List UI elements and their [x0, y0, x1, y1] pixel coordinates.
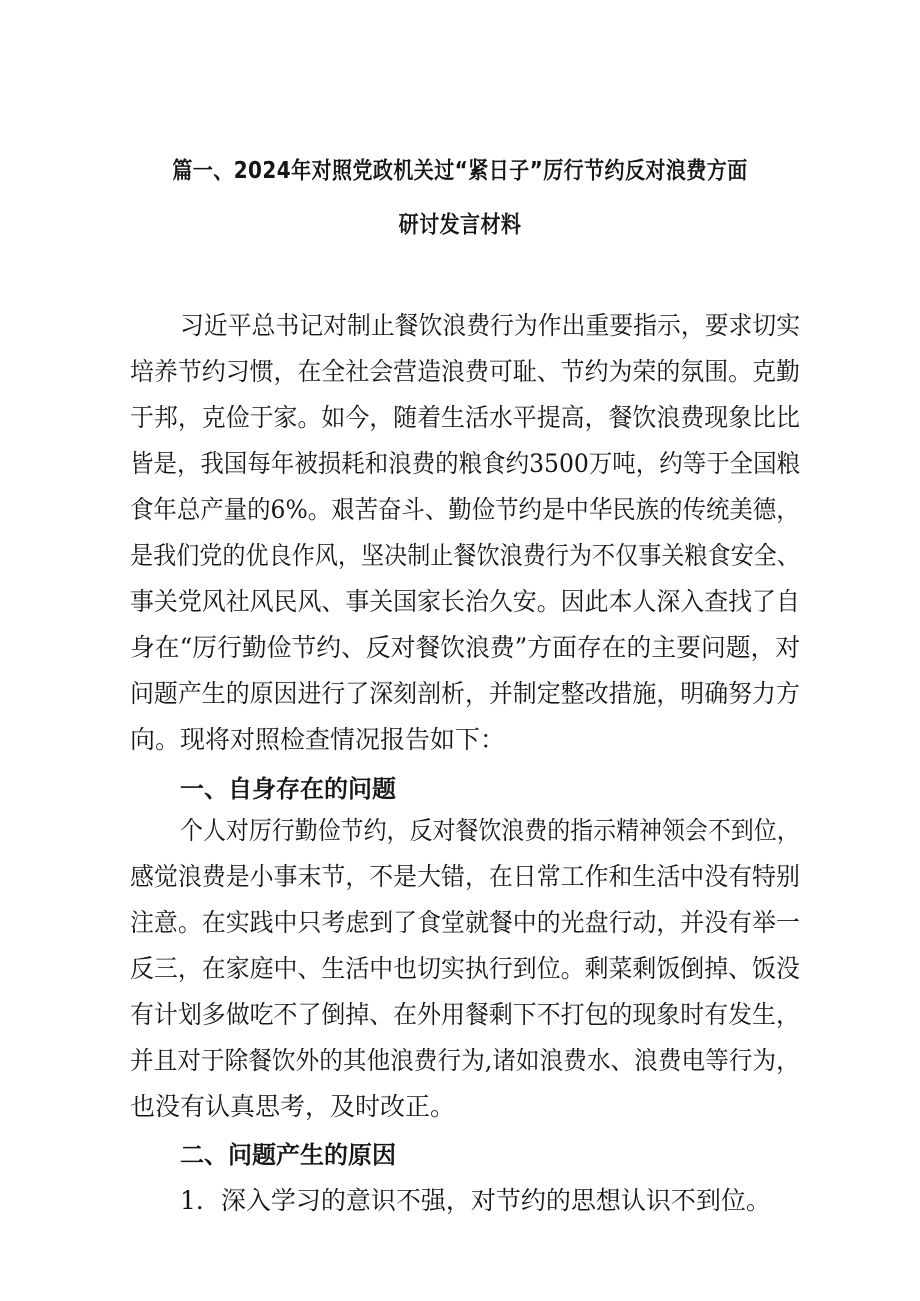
- document-title-line-1: 篇一、2024年对照党政机关过“紧日子”厉行节约反对浪费方面: [172, 158, 748, 184]
- section1-line: 注意。在实践中只考虑到了食堂就餐中的光盘行动，并没有举一: [130, 908, 800, 937]
- section1-line: 并且对于除餐饮外的其他浪费行为,诸如浪费水、浪费电等行为，: [130, 1046, 800, 1075]
- numbered-item-1: 1．深入学习的意识不强，对节约的思想认识不到位。: [180, 1186, 771, 1215]
- intro-line: 皆是，我国每年被损耗和浪费的粮食约3500万吨，约等于全国粮: [130, 449, 801, 478]
- section1-line: 有计划多做吃不了倒掉、在外用餐剩下不打包的现象时有发生，: [130, 1000, 800, 1029]
- intro-line: 身在“厉行勤俭节约、反对餐饮浪费”方面存在的主要问题，对: [130, 633, 801, 662]
- intro-line: 培养节约习惯，在全社会营造浪费可耻、节约为荣的氛围。克勤: [130, 357, 800, 386]
- section1-line: 也没有认真思考，及时改正。: [130, 1092, 456, 1121]
- section1-line: 感觉浪费是小事末节，不是大错，在日常工作和生活中没有特别: [130, 862, 800, 891]
- intro-line: 食年总产量的6%。艰苦奋斗、勤俭节约是中华民族的传统美德，: [130, 495, 800, 524]
- intro-line: 问题产生的原因进行了深刻剖析，并制定整改措施，明确努力方: [130, 679, 800, 708]
- intro-line: 向。现将对照检查情况报告如下：: [130, 725, 506, 754]
- section-heading-2: 二、问题产生的原因: [180, 1141, 396, 1169]
- section-heading-1: 一、自身存在的问题: [180, 775, 396, 803]
- document-body: [130, 0, 801, 1301]
- intro-line: 于邦，克俭于家。如今，随着生活水平提高，餐饮浪费现象比比: [130, 403, 800, 432]
- intro-line: 事关党风社风民风、事关国家长治久安。因此本人深入查找了自: [130, 587, 800, 616]
- intro-line: 习近平总书记对制止餐饮浪费行为作出重要指示，要求切实: [180, 311, 801, 340]
- document-title-line-2: 研讨发言材料: [398, 212, 522, 238]
- section1-line: 反三，在家庭中、生活中也切实执行到位。剩菜剩饭倒掉、饭没: [130, 954, 800, 983]
- intro-line: 是我们党的优良作风，坚决制止餐饮浪费行为不仅事关粮食安全、: [130, 541, 800, 570]
- section1-line: 个人对厉行勤俭节约，反对餐饮浪费的指示精神领会不到位，: [180, 816, 800, 845]
